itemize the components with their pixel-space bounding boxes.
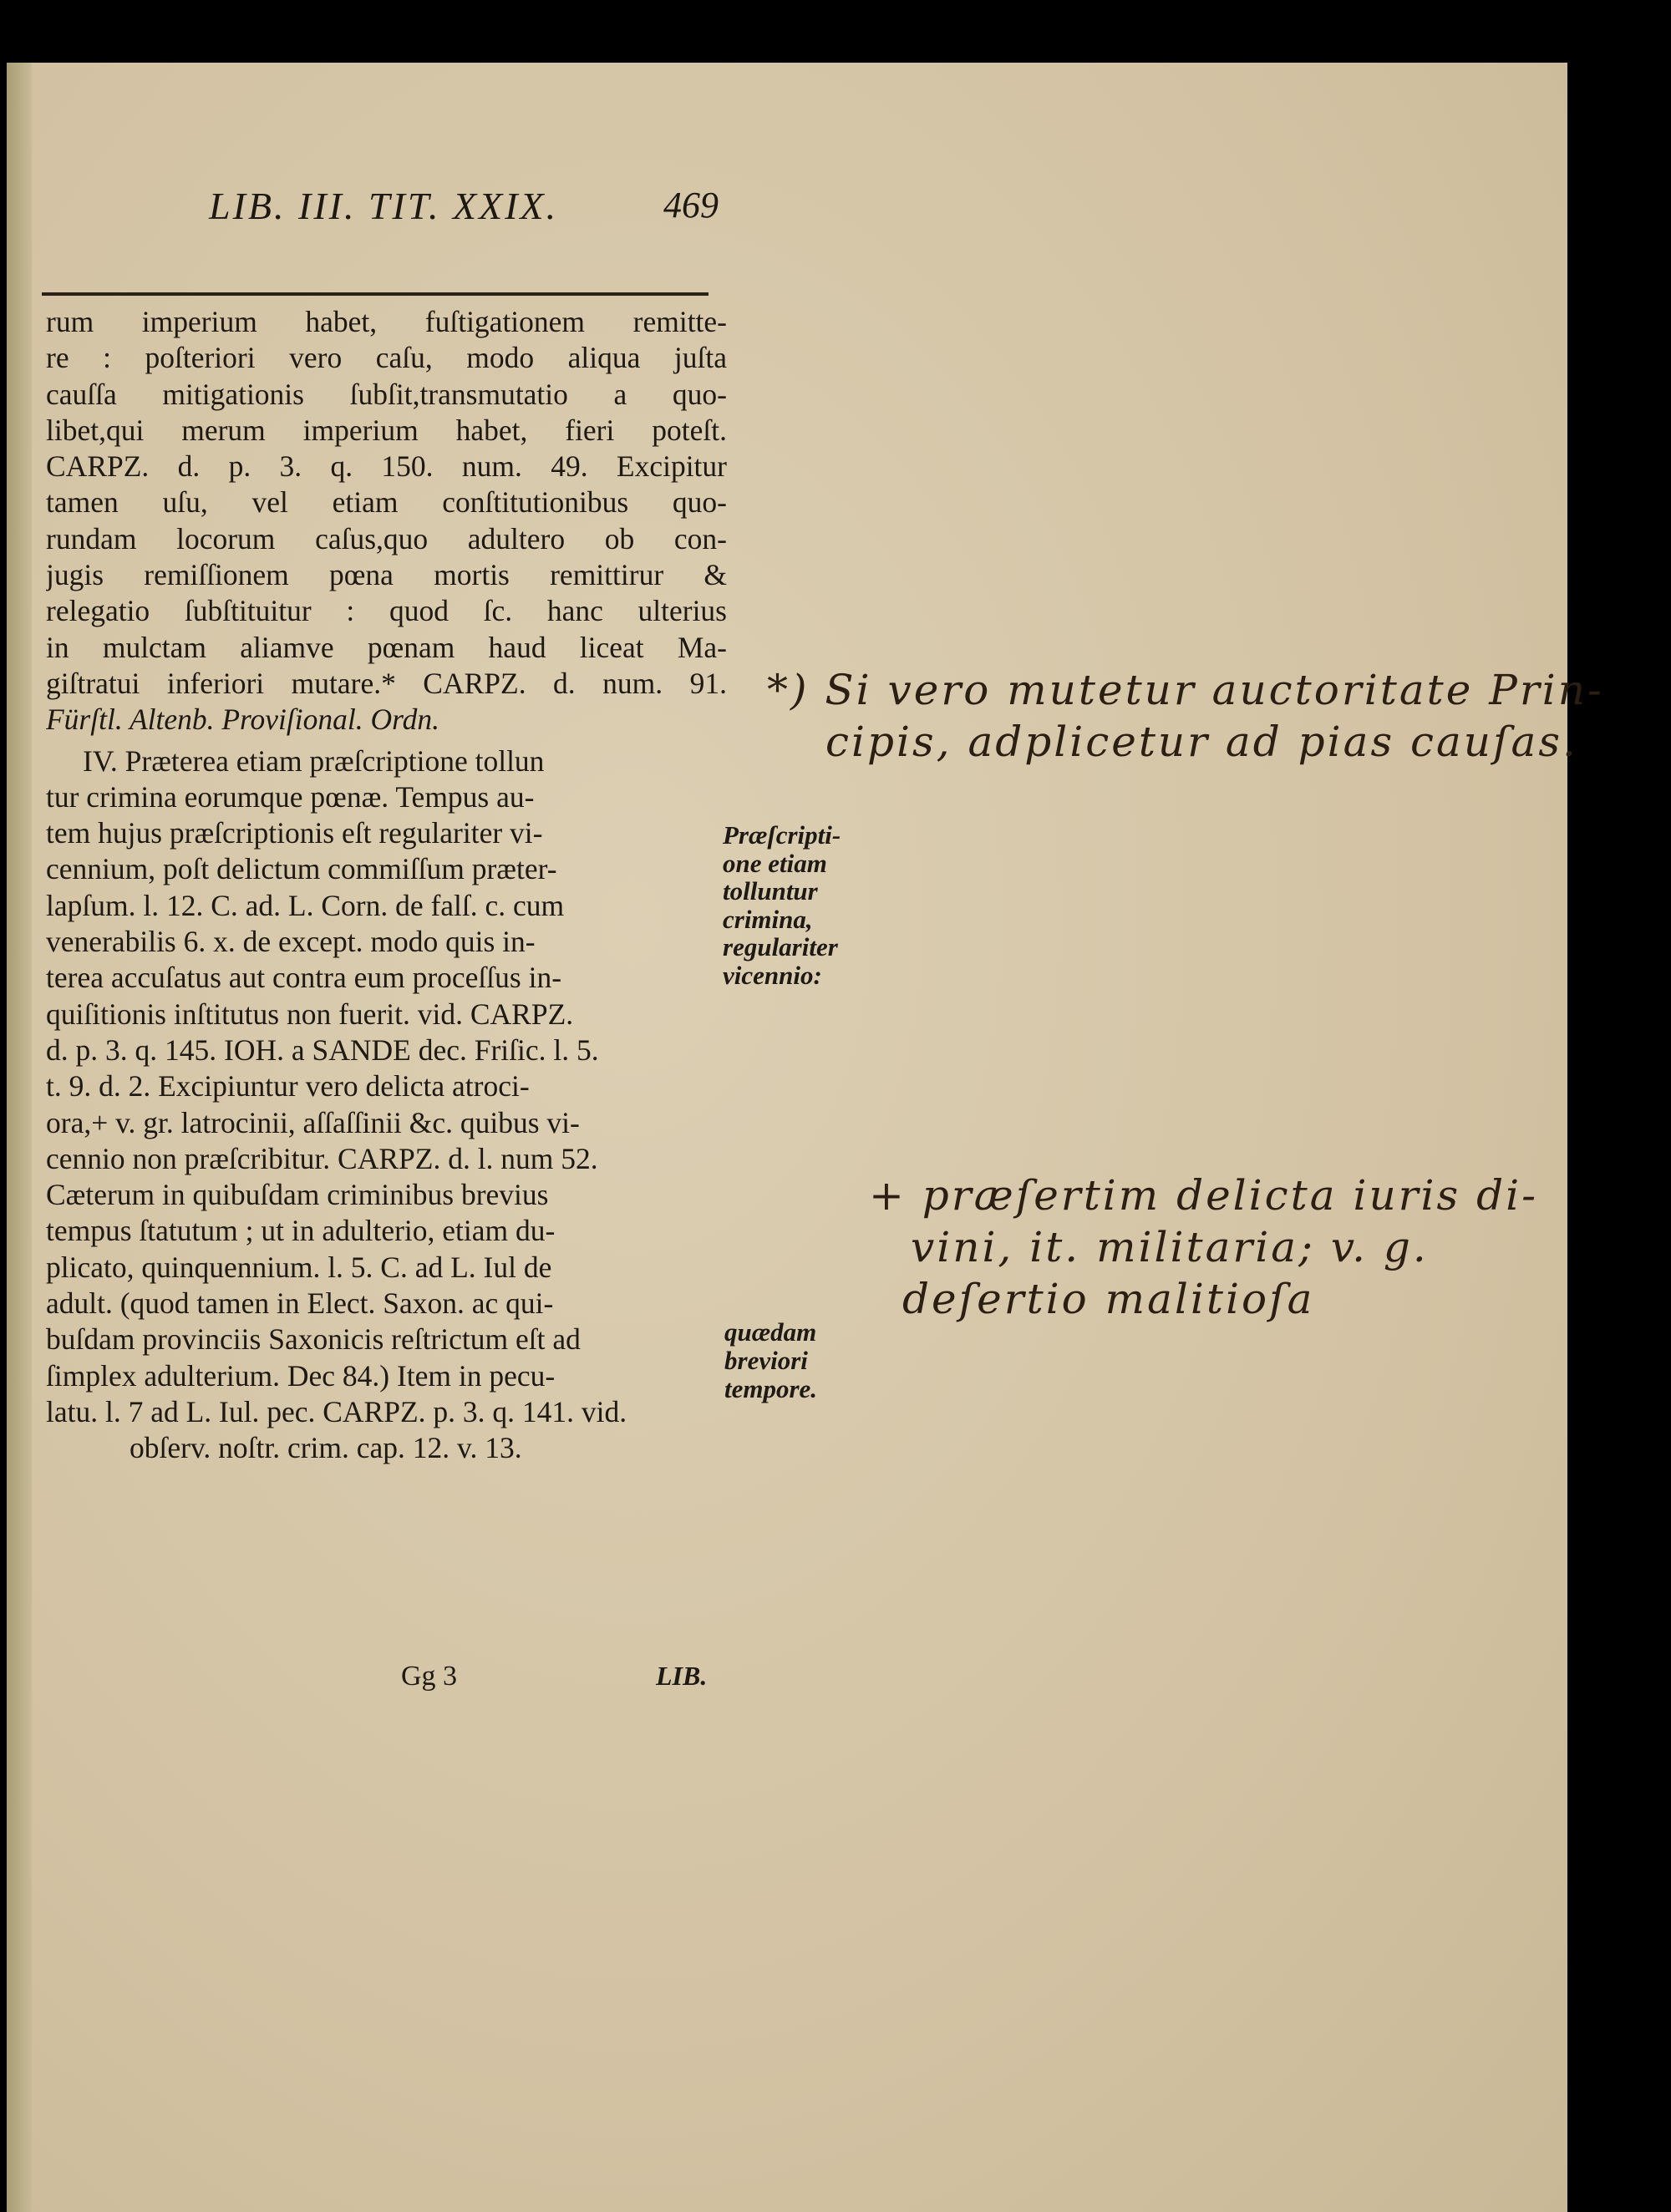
text-line: adult. (quod tamen in Elect. Saxon. ac qui- — [46, 1286, 554, 1321]
text-line: IV. Præterea etiam præſcriptione tollun — [83, 743, 545, 778]
handwritten-annotation-1 — [767, 664, 1604, 768]
text-line: in mulctam aliamve pœnam haud liceat Ma- — [46, 630, 727, 664]
text-line: quiſitionis inſtitutus non fuerit. vid. CARPZ. — [46, 997, 574, 1031]
marginal-note-shorter-time — [724, 1318, 817, 1403]
handwritten-line: vini, it. militaria; v. g. — [911, 1223, 1429, 1271]
text-line: t. 9. d. 2. Excipiuntur vero delicta atroci- — [46, 1069, 530, 1103]
catchword: LIB. — [656, 1661, 708, 1691]
text-line: re : poſteriori vero caſu, modo aliqua juſta — [46, 341, 727, 375]
handwritten-line: cipis, adplicetur ad pias cauſas. — [825, 718, 1578, 766]
text-line: obſerv. noſtr. crim. cap. 12. v. 13. — [130, 1431, 522, 1465]
text-line: tem hujus præſcriptionis eſt regulariter vi- — [46, 816, 543, 850]
text-line: cennio non præſcribitur. CARPZ. d. l. num 52. — [46, 1141, 598, 1175]
margin-note-line: regulariter — [723, 932, 838, 961]
text-line: plicato, quinquennium. l. 5. C. ad L. Iul de — [46, 1250, 552, 1284]
text-line: giſtratui inferiori mutare.* CARPZ. d. num. 91. — [46, 666, 727, 700]
text-line: CARPZ. d. p. 3. q. 150. num. 49. Excipitur — [46, 449, 727, 484]
running-head: LIB. III. TIT. XXIX. — [209, 185, 559, 227]
margin-note-line: Præſcripti- — [723, 820, 841, 850]
signature-mark: Gg 3 — [401, 1661, 458, 1692]
text-line: latu. l. 7 ad L. Iul. pec. CARPZ. p. 3. q. 141. vid. — [46, 1394, 627, 1428]
margin-note-line: crimina, — [723, 904, 813, 934]
margin-note-line: breviori — [724, 1346, 808, 1375]
text-line: ora,+ v. gr. latrocinii, aſſaſſinii &c. quibus vi- — [46, 1105, 580, 1139]
main-text-column — [46, 304, 727, 1467]
text-line: lapſum. l. 12. C. ad. L. Corn. de falſ. c. cum — [46, 888, 565, 922]
text-line: cennium, poſt delictum commiſſum præter- — [46, 852, 557, 886]
margin-note-line: tempore. — [724, 1374, 818, 1403]
text-line: tur crimina eorumque pœnæ. Tempus au- — [46, 779, 535, 814]
text-line: Fürſtl. Altenb. Proviſional. Ordn. — [46, 703, 440, 737]
handwritten-line: *) Si vero mutetur auctoritate Prin- — [767, 666, 1604, 714]
text-line: relegatio ſubſtituitur : quod ſc. hanc ulterius — [46, 594, 727, 628]
text-line: buſdam provinciis Saxonicis reſtrictum eſt ad — [46, 1322, 581, 1357]
text-line: rum imperium habet, fuſtigationem remitte- — [46, 305, 727, 338]
page-spine-edge — [7, 63, 32, 2212]
text-line: cauſſa mitigationis ſubſit,transmutatio a quo- — [46, 377, 727, 411]
margin-note-line: tolluntur — [723, 876, 818, 906]
handwritten-line: + præſertim delicta iuris di- — [869, 1171, 1538, 1220]
marginal-note-prescription — [723, 821, 841, 989]
page-header — [209, 184, 719, 234]
margin-note-line: one etiam — [723, 848, 827, 878]
text-line: terea accuſatus aut contra eum proceſſus in- — [46, 961, 562, 995]
handwritten-annotation-2 — [869, 1169, 1538, 1325]
header-rule — [42, 292, 709, 296]
text-line: rundam locorum caſus,quo adultero ob con- — [46, 521, 727, 556]
text-line: tempus ſtatutum ; ut in adulterio, etiam du- — [46, 1214, 556, 1248]
text-line: tamen uſu, vel etiam conſtitutionibus quo- — [46, 485, 727, 520]
handwritten-line: deſertio malitioſa — [902, 1275, 1315, 1323]
text-line: venerabilis 6. x. de except. modo quis in- — [46, 925, 536, 959]
margin-note-line: quædam — [724, 1317, 817, 1347]
text-line: d. p. 3. q. 145. IOH. a SANDE dec. Friſic. l. 5. — [46, 1032, 599, 1067]
page-number: 469 — [663, 185, 719, 226]
text-line: Cæterum in quibuſdam criminibus brevius — [46, 1178, 549, 1212]
text-line: ſimplex adulterium. Dec 84.) Item in pecu- — [46, 1358, 556, 1393]
text-line: libet,qui merum imperium habet, fieri poteſt. — [46, 413, 727, 447]
text-line: jugis remiſſionem pœna mortis remittirur & — [46, 558, 727, 592]
margin-note-line: vicennio: — [723, 960, 822, 990]
